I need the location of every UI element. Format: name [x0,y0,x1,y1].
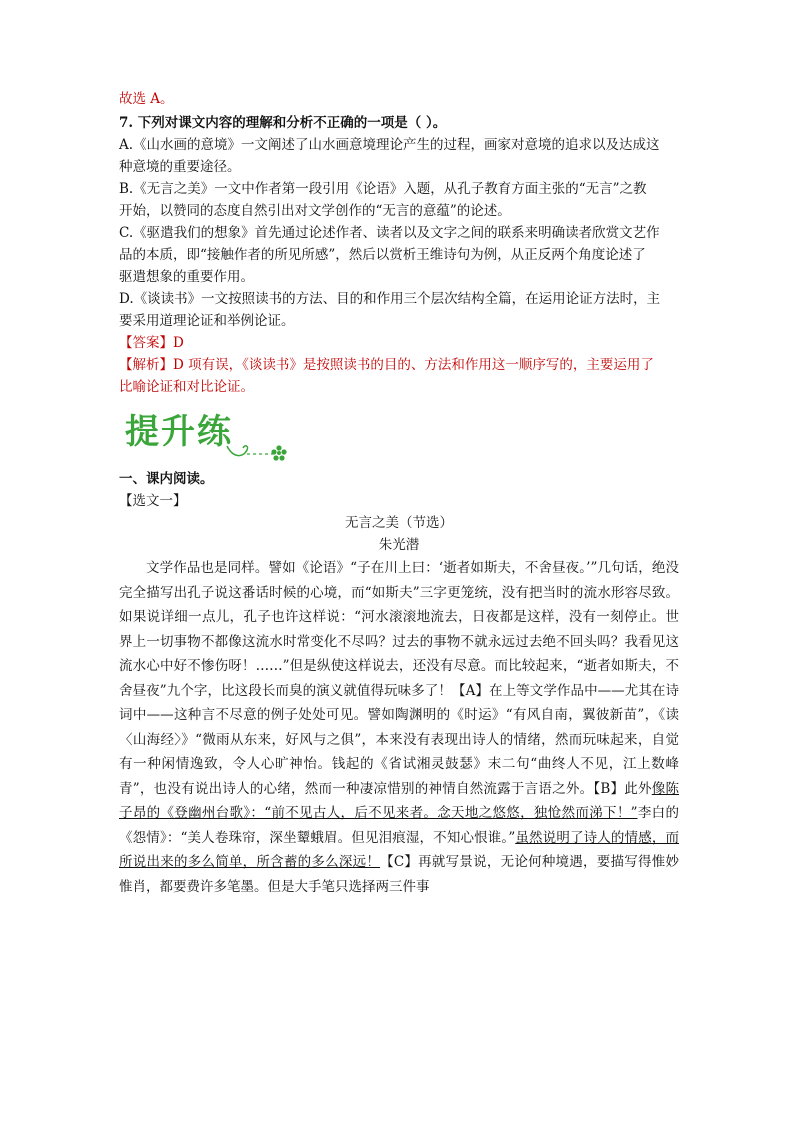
option-c-line-2: 品的本质，即“接触作者的所见所感”，然后以赏析王维诗句为例，从正反两个角度论述了 [119,247,646,263]
option-c-line-1: C.《驱遣我们的想象》首先通过论述作者、读者以及文字之间的联系来明确读者欣赏文艺作 [119,225,660,241]
vine-flower-icon [225,440,289,464]
option-b-line-2: 开始，以赞同的态度自然引出对文学创作的“无言的意蕴”的论述。 [119,203,511,219]
section-heading: 一、课内阅读。 [119,471,214,487]
analysis-text-1: D 项有误，《谈读书》是按照读书的目的、方法和作用这一顺序写的，主要运用了 [173,357,654,373]
previous-conclusion: 故选 A。 [119,91,174,107]
answer-value: D [173,335,184,351]
analysis-text-2: 比喻论证和对比论证。 [119,379,254,395]
option-c-line-3: 驱遣想象的重要作用。 [119,269,254,285]
answer-tag: 【答案】 [119,335,173,351]
passage-author: 朱光潜 [378,537,420,553]
option-d-line-2: 要采用道理论证和举例论证。 [119,313,295,329]
selection-label: 【选文一】 [119,493,187,509]
document-page [119,88,679,899]
passage-text-1: 文学作品也是同样。譬如《论语》“子在川上曰：‘逝者如斯夫，不舍昼夜。’”几句话，绝没完全描写出孔子说这番话时候的心境，而“如斯夫”三字更笼统，没有把当时的流水形容尽致。如果说详细一点儿，孔子也许这样说：“河水滚滚地流去，日夜都是这样，没有一刻停止。世界上一切事物不都像这流水时常变化不尽吗？过去的事物不就永远过去绝不回头吗？我看见这流水心中好不惨伤呀！……”但是纵使这样说去，还没有尽意。而比较起来，“逝者如斯夫，不舍昼夜”九个字，比这段长而臭的演义就值得玩味多了！【A】在上等文学作品中——尤其在诗词中——这种言不尽意的例子处处可见。譬如陶渊明的《时运》“有风自南，翼彼新苗”，《读〈山海经〉》“微雨从东来，好风与之俱”，本来没有表现出诗人的情绪，然而玩味起来，自觉有一种闲情逸致，令人心旷神怡。钱起的《省试湘灵鼓瑟》末二句“曲终人不见，江上数峰青”，也没有说出诗人的心绪，然而一种凄凉惜别的神情自然流露于言语之外。【B】此外 [119,560,679,797]
analysis-row [119,354,679,376]
passage-text-3: 【C】再就写景说，无论何种境遇，要描写得惟妙惟肖，都要费许多笔墨。但是大手笔只选择两三件事 [119,854,679,895]
passage-underlined-2: 虽然说明了诗人的情感，而所说出来的多么简单，所含蓄的多么深远！ [119,829,680,870]
analysis-tag: 【解析】 [119,357,173,373]
logo-text: 提升练 [125,412,233,452]
answer-row [119,332,679,354]
passage-text-2: 李白的《怨情》：“美人卷珠帘，深坐颦蛾眉。但见泪痕湿，不知心恨谁。” [119,805,679,846]
option-a-line-2: 种意境的重要途径。 [119,159,241,175]
option-a-line-1: A.《山水画的意境》一文阐述了山水画意境理论产生的过程，画家对意境的追求以及达成这 [119,137,660,153]
passage-title: 无言之美（节选） [345,515,453,531]
option-b-line-1: B.《无言之美》一文中作者第一段引用《论语》入题，从孔子教育方面主张的“无言”之教 [119,181,647,197]
option-d-line-1: D.《谈读书》一文按照读书的方法、目的和作用三个层次结构全篇，在运用论证方法时，主 [119,291,661,307]
improve-practice-logo [125,412,679,462]
passage-underlined-1: 像陈子昂的《登幽州台歌》：“前不见古人，后不见来者。念天地之悠悠，独怆然而涕下！” [119,780,680,821]
passage-paragraph [119,556,679,899]
question-7-stem: 7. 下列对课文内容的理解和分析不正确的一项是（ ）。 [119,115,447,131]
